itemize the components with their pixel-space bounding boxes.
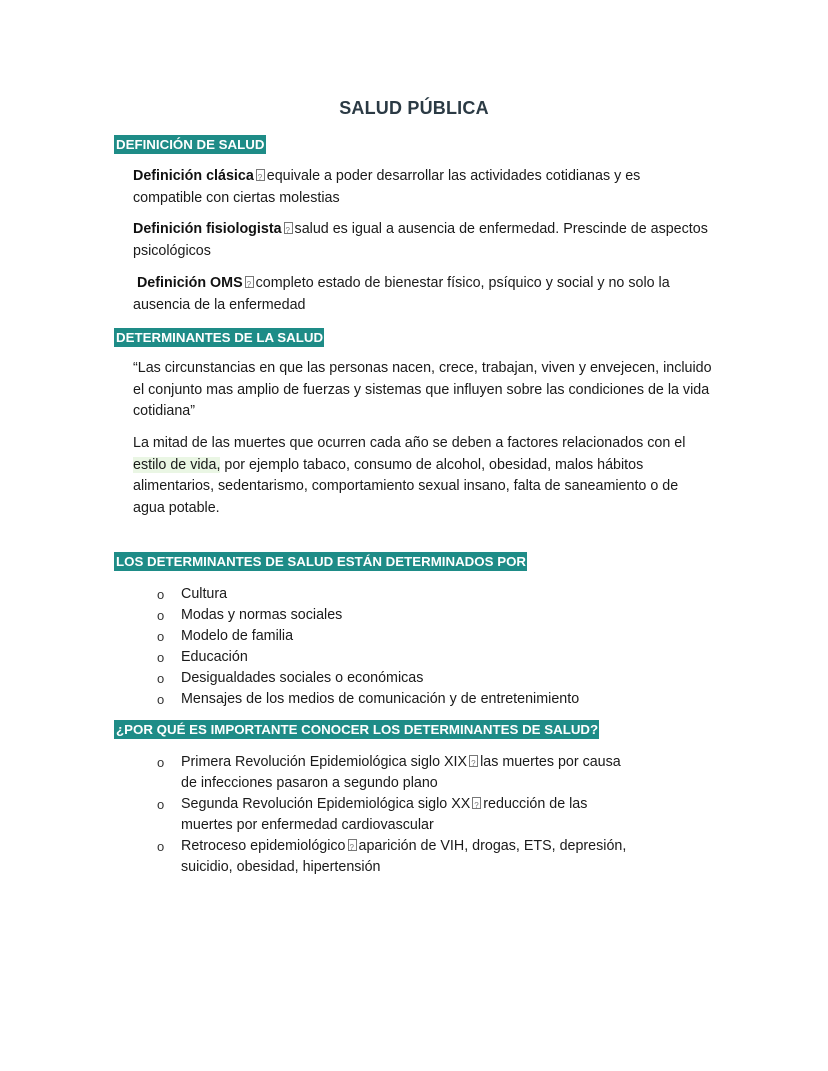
definition-clasica: [133, 166, 713, 209]
definition-term: Definición clásica: [133, 168, 254, 184]
list-item-lead: Segunda Revolución Epidemiológica siglo XX: [181, 796, 471, 812]
definition-term: Definición OMS: [136, 275, 243, 291]
list-item: [157, 836, 637, 878]
list-item: [157, 668, 677, 689]
lifestyle-paragraph: [133, 433, 713, 519]
paragraph-text: por ejemplo tabaco, consumo de alcohol, obesidad, malos hábitos: [220, 456, 644, 473]
list-item-text: Educación: [181, 649, 248, 665]
bullet-icon: o: [157, 755, 165, 770]
list-item: [157, 689, 677, 710]
list-item: [157, 584, 677, 605]
paragraph-text: La mitad de las muertes que ocurren cada año se deben a factores relacionados con el: [133, 435, 686, 451]
definition-fisiologista: [133, 219, 713, 262]
list-item-lead: Retroceso epidemiológico: [181, 838, 346, 854]
list-item-text: Mensajes de los medios de comunicación y de entretenimiento: [181, 691, 580, 707]
list-item-text: Cultura: [181, 586, 228, 602]
section-heading-por-que: ¿POR QUÉ ES IMPORTANTE CONOCER LOS DETERMINANTES DE SALUD?: [116, 722, 599, 737]
missing-glyph-icon: [472, 797, 481, 809]
determinants-list: [157, 584, 677, 710]
quote-paragraph: “Las circunstancias en que las personas nacen, crece, trabajan, viven y envejecen, incluido el conjunto mas amplio de fuerzas y sistemas que influyen sobre las condiciones de la vida cotidiana”: [133, 360, 712, 419]
definition-oms: [133, 273, 713, 316]
bullet-icon: o: [157, 671, 165, 686]
missing-glyph-icon: [469, 755, 478, 767]
bullet-icon: o: [157, 587, 165, 602]
missing-glyph-icon: [284, 222, 293, 234]
bullet-icon: o: [157, 629, 165, 644]
list-item-text: reducción de las muertes por enfermedad cardiovascular: [181, 796, 588, 833]
section-heading-determinados-por: LOS DETERMINANTES DE SALUD ESTÁN DETERMINADOS POR: [116, 554, 527, 569]
list-item: [157, 752, 637, 794]
highlighted-text: estilo de vida,: [133, 456, 221, 473]
page-title: SALUD PÚBLICA: [339, 98, 489, 118]
definition-text: salud es igual a ausencia de enfermedad. Prescinde de aspectos psicológicos: [133, 221, 708, 259]
bullet-icon: o: [157, 797, 165, 812]
list-item: [157, 605, 677, 626]
list-item: [157, 794, 637, 836]
paragraph-text: alimentarios, sedentarismo, comportamiento sexual insano, falta de saneamiento o de agua potable.: [133, 478, 679, 516]
definition-term: Definición fisiologista: [133, 221, 282, 237]
missing-glyph-icon: [245, 276, 254, 288]
bullet-icon: o: [157, 839, 165, 854]
missing-glyph-icon: [256, 169, 265, 181]
list-item-text: Modas y normas sociales: [181, 607, 343, 623]
bullet-icon: o: [157, 608, 165, 623]
definition-text: completo estado de bienestar físico, psíquico y social y no solo la ausencia de la enfermedad: [133, 275, 670, 313]
list-item: [157, 626, 677, 647]
list-item: [157, 647, 677, 668]
list-item-text: las muertes por causa de infecciones pasaron a segundo plano: [181, 754, 621, 791]
section-heading-determinantes: DETERMINANTES DE LA SALUD: [116, 330, 324, 345]
revolutions-list: [157, 752, 637, 878]
definition-text: equivale a poder desarrollar las actividades cotidianas y es compatible con ciertas molestias: [133, 168, 641, 206]
bullet-icon: o: [157, 650, 165, 665]
section-heading-definicion: DEFINICIÓN DE SALUD: [116, 137, 265, 152]
list-item-text: aparición de VIH, drogas, ETS, depresión, suicidio, obesidad, hipertensión: [181, 838, 627, 875]
list-item-lead: Primera Revolución Epidemiológica siglo XIX: [181, 754, 468, 770]
list-item-text: Desigualdades sociales o económicas: [181, 670, 424, 686]
list-item-text: Modelo de familia: [181, 628, 294, 644]
bullet-icon: o: [157, 692, 165, 707]
missing-glyph-icon: [348, 839, 357, 851]
